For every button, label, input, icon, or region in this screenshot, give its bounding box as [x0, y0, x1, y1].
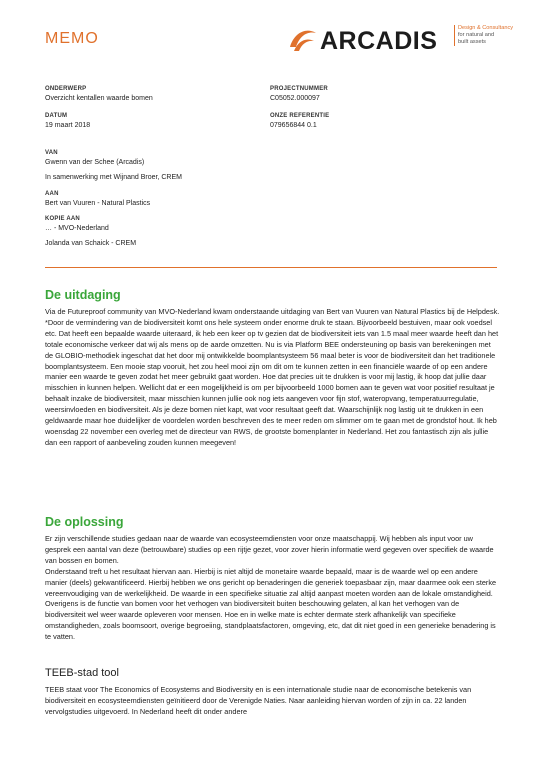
- section-heading-uitdaging: De uitdaging: [45, 288, 121, 302]
- uitdaging-body: [45, 307, 500, 449]
- onderwerp-label: ONDERWERP: [45, 86, 87, 92]
- teeb-body: [45, 685, 500, 718]
- uitdaging-intro: Via de Futureproof community van MVO-Nederland kwam onderstaande uitdaging van Bert van Vuuren van Natural Plastics bij de Helpdesk.: [45, 307, 500, 316]
- projectnummer-label: PROJECTNUMMER: [270, 86, 328, 92]
- sub-heading-teeb: TEEB-stad tool: [45, 667, 119, 679]
- memo-title: MEMO: [45, 30, 99, 47]
- oplossing-paragraph-3: Overigens is de functie van bomen voor het verhogen van biodiversiteit buiten beschouwing gelaten, al kan het verhogen van de biodiversiteit wel weer waarde opleveren voor mensen. Hoe en in welke mate is echter dermate sterk afhankelijk van specifieke omstandigheden, zoals boomsoort, overige begroeiing, standplaatsfactoren, omgeving, etc, dat dit niet goed in een generieke benadering is te vatten.: [45, 599, 496, 642]
- brand-wordmark: ARCADIS: [320, 27, 438, 55]
- referentie-value: 079656844 0.1: [270, 122, 317, 129]
- datum-label: DATUM: [45, 113, 68, 119]
- referentie-label: ONZE REFERENTIE: [270, 113, 330, 119]
- tagline-line-2: for natural and: [458, 32, 495, 38]
- van-label: VAN: [45, 150, 58, 156]
- arcadis-logo: [288, 22, 514, 62]
- oplossing-paragraph-2: Onderstaand treft u het resultaat hiervan aan. Hierbij is niet altijd de monetaire waarde bepaald, maar is de waarde wel op een andere manier (deels) gekwantificeerd. Hierbij hebben we ons gericht op benaderingen die generiek toepasbaar zijn, maar daarmee ook een sterke vereenvoudiging van de werkelijkheid. De waarde in een specifieke situatie zal altijd aanpast moeten worden aan de lokale omstandigheid.: [45, 566, 497, 598]
- tagline-line-3: built assets: [458, 39, 486, 45]
- aan-value: Bert van Vuuren - Natural Plastics: [45, 200, 151, 207]
- header-divider: [45, 267, 497, 268]
- onderwerp-value: Overzicht kentallen waarde bomen: [45, 95, 153, 102]
- oplossing-body: [45, 534, 500, 643]
- tagline-line-1: Design & Consultancy: [458, 25, 514, 31]
- kopie-value-2: Jolanda van Schaick - CREM: [45, 240, 137, 247]
- teeb-paragraph-1: TEEB staat voor The Economics of Ecosystems and Biodiversity en is een internationale studie naar de economische betekenis van biodiversiteit en ecosysteemdiensten geïnitieerd door de Verenigde Naties. Naar aanleiding hiervan worden of zijn in ca. 22 landen vervolgstudies uitgevoerd. In Nederland heeft dit onder andere: [45, 685, 472, 716]
- section-heading-oplossing: De oplossing: [45, 515, 124, 529]
- van-value: Gwenn van der Schee (Arcadis): [45, 159, 145, 166]
- van-collaboration: In samenwerking met Wijnand Broer, CREM: [45, 174, 182, 181]
- aan-label: AAN: [45, 191, 59, 197]
- arcadis-wave-icon: [288, 25, 318, 55]
- kopie-label: KOPIE AAN: [45, 216, 80, 222]
- datum-value: 19 maart 2018: [45, 122, 91, 129]
- projectnummer-value: C05052.000097: [270, 95, 320, 102]
- uitdaging-quote: *Door de vermindering van de biodiversiteit komt ons hele systeem onder enorme druk te staan. Bijvoorbeeld bestuiven, maar ook voedsel etc. Dat heeft een bepaalde waarde uiteraard, ik heb een keer op tv gezien dat de biodiversiteit iets van 1.5 maal meer waarde heeft dan het totale economische verkeer dat wij als mens op de aarde omzetten. Nu is via Platform BEE ondersteuning op basis van berekeningen met de GLOBIO-methodiek ingeschat dat het door mij ontwikkelde boomplantsysteem 56 maal beter is voor de biodiversiteit dan het traditionele boomplantsysteem. Een mooie stap vooruit, het zou heel mooi zijn om dit om te kunnen zetten in een financiële waarde of op een andere manier een waarde te geven zodat het meer gebruikt gaat worden. Hoe dat precies uit te drukken is voor mij lastig, ik hoop dat jullie daar misschien in kunnen helpen. Wellicht dat er een mogelijkheid is om per bijvoorbeeld 1000 bomen aan te geven wat voor positief resultaat je behaalt inzake de biodiversiteit, maar misschien kunnen jullie ook nog iets aangeven voor fijn stof, wateropvang, temperatuurregulatie, weersinvloeden en biodiversiteit. Als je deze bomen niet kapt, wat voor resultaat geeft dat. Waarschijnlijk nog lastig uit te drukken in een geldwaarde maar hoe duidelijker de voordelen worden beschreven des te meer reden om slimmer om te gaan met de grondstof hout. Ik heb woensdag 22 november een overleg met de directeur van RWS, de grootste bomenplanter in Nederland. Het zou fantastisch zijn als jullie dan een rapport of aanbeveling zouden kunnen meegeven!: [45, 317, 499, 447]
- oplossing-paragraph-1: Er zijn verschillende studies gedaan naar de waarde van ecosysteemdiensten voor onze maatschappij. Wij hebben als input voor uw gesprek een aantal van deze (betrouwbare) studies op een rijtje gezet, voor zover hierin informatie werd gegeven over specifiek de waarde van bossen en bomen.: [45, 534, 494, 565]
- brand-tagline: [454, 25, 518, 46]
- kopie-value-1: … - MVO-Nederland: [45, 225, 109, 232]
